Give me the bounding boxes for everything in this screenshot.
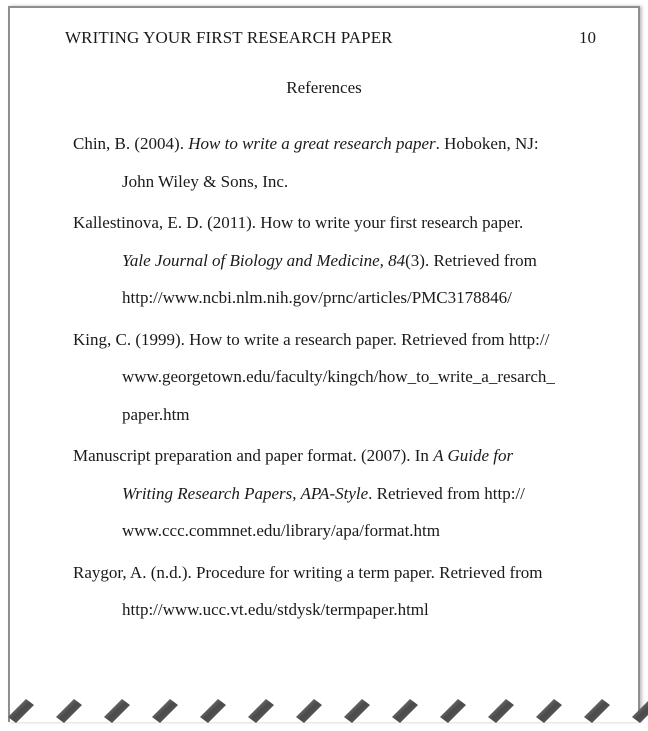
reference-entry-kallestinova [73, 204, 613, 317]
references-heading: References [286, 78, 362, 97]
torn-edge-tooth [56, 699, 82, 723]
reference-journal: Yale Journal of Biology and Medicine, 84 [122, 250, 406, 270]
reference-url: http://www.ncbi.nlm.nih.gov/prnc/articles/PMC3178846/ [122, 288, 512, 307]
reference-line [73, 242, 613, 280]
torn-edge-tooth [392, 699, 418, 723]
running-head: WRITING YOUR FIRST RESEARCH PAPER [65, 28, 393, 47]
reference-title: A Guide for [433, 446, 514, 465]
reference-url: paper.htm [122, 404, 190, 424]
reference-url: http://www.ucc.vt.edu/stdysk/termpaper.html [122, 600, 429, 619]
reference-entry-king [73, 321, 613, 434]
reference-line: John Wiley & Sons, Inc. [122, 171, 289, 191]
reference-line [73, 125, 613, 163]
reference-text: . Retrieved from http:// [368, 483, 525, 503]
reference-entry-raygor [73, 554, 613, 629]
reference-entry-chin [73, 125, 613, 200]
reference-text: . Hoboken, NJ: [435, 134, 539, 153]
reference-url: www.georgetown.edu/faculty/kingch/how_to_write_a_resarch_ [122, 367, 555, 386]
torn-edge-tooth [248, 699, 274, 723]
reference-line [73, 437, 613, 475]
torn-edge-tooth [8, 699, 34, 723]
torn-edge-tooth [296, 699, 322, 723]
reference-line [73, 475, 613, 513]
torn-page-edge [0, 695, 648, 731]
reference-text: Manuscript preparation and paper format. (2007). In [73, 446, 434, 465]
torn-edge-tooth [104, 699, 130, 723]
torn-edge-tooth [200, 699, 226, 723]
reference-entry-manuscript [73, 437, 613, 550]
torn-edge-tooth [344, 699, 370, 723]
reference-list [73, 125, 613, 633]
reference-title: How to write a great research paper [188, 134, 436, 153]
reference-text: Chin, B. (2004). [73, 134, 189, 153]
torn-edge-tooth [488, 699, 514, 723]
torn-edge-tooth [440, 699, 466, 723]
torn-edge-tooth [632, 699, 648, 723]
reference-line: Raygor, A. (n.d.). Procedure for writing a term paper. Retrieved from [73, 562, 543, 582]
document-page [8, 6, 640, 722]
reference-line: King, C. (1999). How to write a research paper. Retrieved from http:// [73, 329, 550, 349]
torn-edge-tooth [584, 699, 610, 723]
page-number: 10 [579, 28, 596, 47]
reference-text: (3). Retrieved from [405, 250, 537, 270]
reference-title: Writing Research Papers, APA-Style [122, 483, 369, 503]
torn-edge-tooth [536, 699, 562, 723]
torn-edge-tooth [152, 699, 178, 723]
reference-url: www.ccc.commnet.edu/library/apa/format.htm [122, 521, 441, 540]
reference-line: Kallestinova, E. D. (2011). How to write your first research paper. [73, 213, 524, 232]
